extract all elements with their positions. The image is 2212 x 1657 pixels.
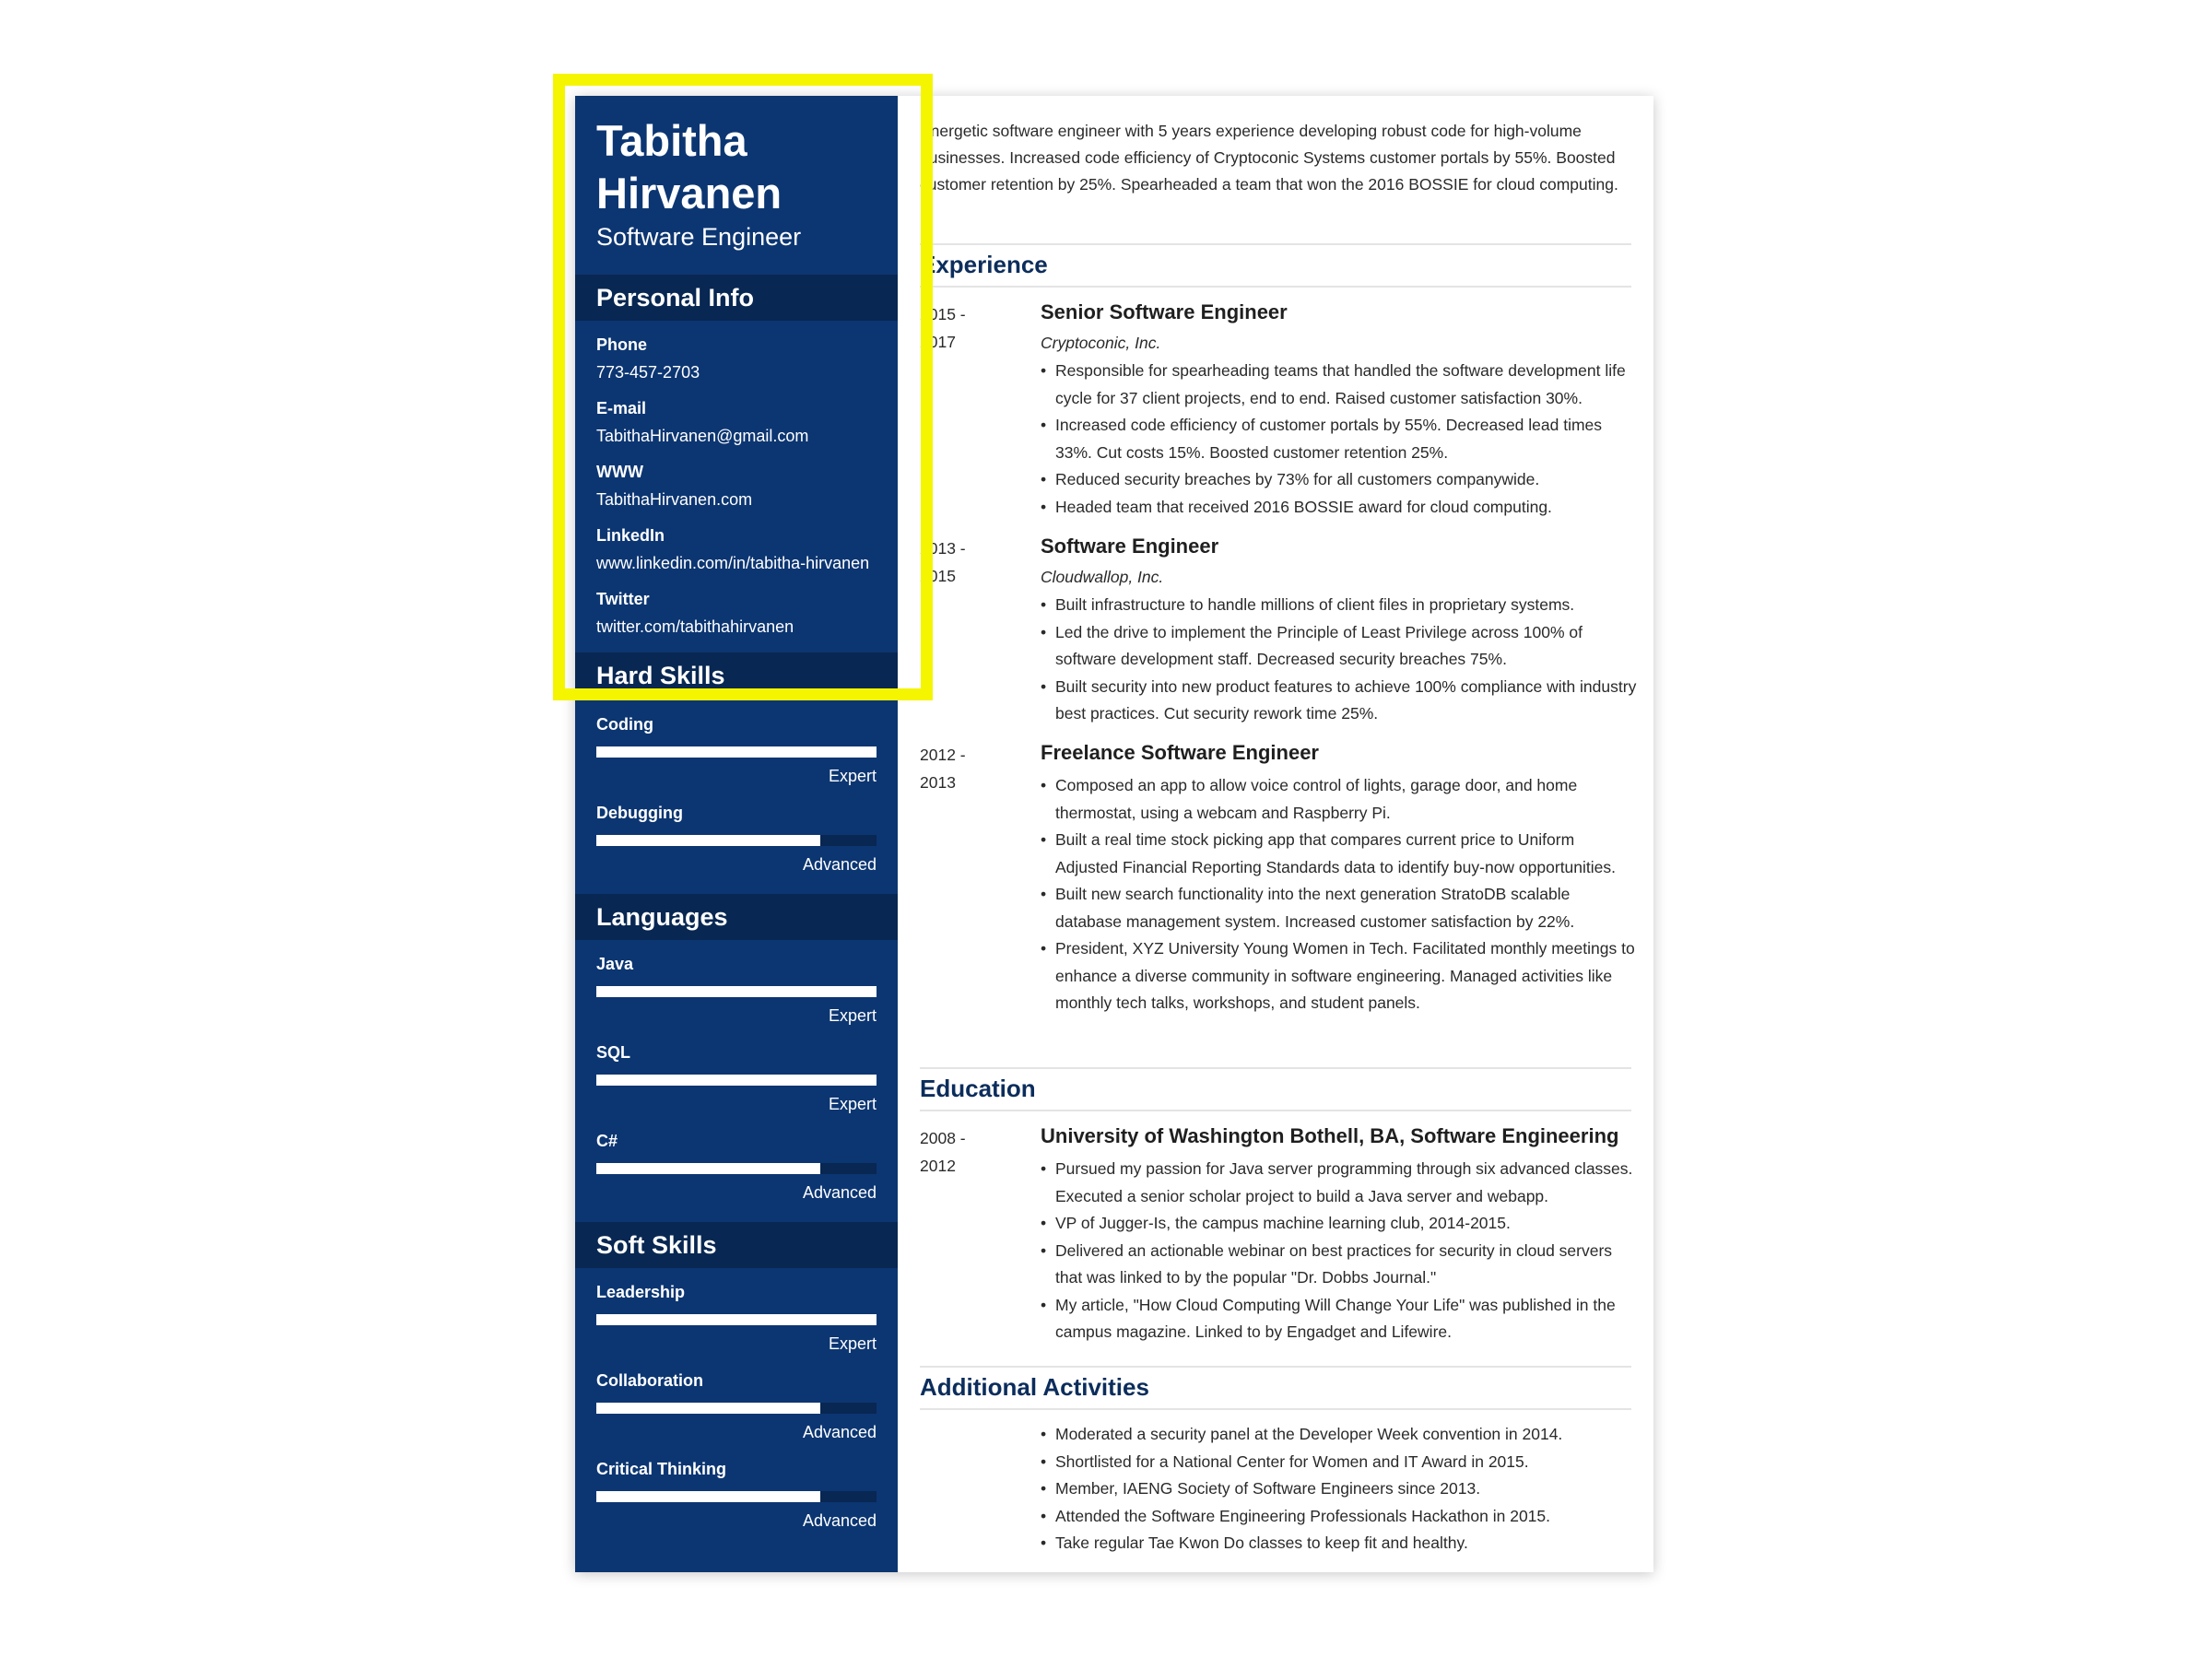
entry-bullets [1041, 1156, 1640, 1346]
candidate-job-title: Software Engineer [596, 223, 802, 251]
personal-info-header [575, 275, 898, 321]
resume-sidebar [575, 96, 898, 1572]
entry-title: Software Engineer [1041, 535, 1219, 558]
soft-skill-bar-fill [596, 1403, 820, 1414]
skill-level: Advanced [802, 855, 877, 874]
bullet-item: • Moderated a security panel at the Developer Week convention in 2014. [1041, 1421, 1640, 1449]
language-level: Expert [828, 1095, 877, 1113]
entry-date: 2013 - 2015 [920, 539, 966, 585]
languages-header [575, 894, 898, 940]
entry-bullets [1041, 592, 1640, 728]
language-bar-fill [596, 986, 877, 997]
language-name: Java [596, 955, 634, 973]
skill-bar [596, 835, 877, 846]
soft-skill-level: Advanced [802, 1511, 877, 1530]
education-section-header [920, 1067, 1631, 1111]
experience-heading: Experience [920, 251, 1048, 278]
skill-bar-fill [596, 835, 820, 846]
language-bar-fill [596, 1075, 877, 1086]
language-name: SQL [596, 1043, 631, 1062]
bullet-item: • Member, IAENG Society of Software Engineers since 2013. [1041, 1475, 1640, 1503]
soft-skill-bar [596, 1403, 877, 1414]
hard-skills-heading: Hard Skills [596, 662, 725, 689]
soft-skill-name: Leadership [596, 1283, 686, 1301]
linkedin-value: www.linkedin.com/in/tabitha-hirvanen [596, 554, 870, 572]
entry-date: 2008 - 2012 [920, 1129, 966, 1175]
bullet-item: • Composed an app to allow voice control of lights, garage door, and home thermostat, using a webcam and Raspberry Pi. [1041, 772, 1640, 827]
phone-value: 773-457-2703 [596, 363, 700, 382]
bullet-item: • Reduced security breaches by 73% for all customers companywide. [1041, 466, 1640, 494]
soft-skills-heading: Soft Skills [596, 1231, 717, 1259]
activities-heading: Additional Activities [920, 1373, 1149, 1401]
soft-skill-level: Expert [828, 1334, 877, 1353]
activities-bullets [1041, 1421, 1640, 1557]
soft-skill-name: Collaboration [596, 1371, 703, 1390]
hard-skills-header [575, 652, 898, 699]
bullet-item: • Take regular Tae Kwon Do classes to keep fit and healthy. [1041, 1530, 1640, 1557]
skill-bar [596, 746, 877, 758]
email-value: TabithaHirvanen@gmail.com [596, 427, 809, 445]
bullet-item: • Headed team that received 2016 BOSSIE award for cloud computing. [1041, 494, 1640, 522]
soft-skill-name: Critical Thinking [596, 1460, 727, 1478]
language-bar [596, 1163, 877, 1174]
bullet-item: • Attended the Software Engineering Professionals Hackathon in 2015. [1041, 1503, 1640, 1531]
bullet-item: • Built new search functionality into the next generation StratoDB scalable database management system. Increased customer satisfaction by 22%. [1041, 881, 1640, 935]
soft-skill-bar-fill [596, 1314, 877, 1325]
education-heading: Education [920, 1075, 1036, 1102]
linkedin-label: LinkedIn [596, 526, 665, 545]
entry-title: University of Washington Bothell, BA, Software Engineering [1041, 1124, 1619, 1147]
entry-date: 2012 - 2013 [920, 746, 966, 792]
bullet-item: • Shortlisted for a National Center for Women and IT Award in 2015. [1041, 1449, 1640, 1476]
bullet-item: • My article, "How Cloud Computing Will Change Your Life" was published in the campus magazine. Linked to by Engadget and Lifewire. [1041, 1292, 1640, 1346]
bullet-item: • Built security into new product features to achieve 100% compliance with industry best practices. Cut security rework time 25%. [1041, 674, 1640, 728]
entry-company: Cloudwallop, Inc. [1041, 568, 1164, 586]
bullet-item: • Pursued my passion for Java server programming through six advanced classes. Executed a senior scholar project to build a Java server and webapp. [1041, 1156, 1640, 1210]
language-bar-fill [596, 1163, 820, 1174]
soft-skills-header [575, 1222, 898, 1268]
website-value: TabithaHirvanen.com [596, 490, 753, 509]
bullet-item: • Led the drive to implement the Principle of Least Privilege across 100% of software development staff. Decreased security breaches 75%. [1041, 619, 1640, 674]
entry-bullets [1041, 358, 1640, 521]
professional-summary: Energetic software engineer with 5 years experience developing robust code for high-volume businesses. Increased code efficiency of Cryptoconic Systems customer portals by 55%. Boosted customer retention by 25%. Spearheaded a team that won the 2016 BOSSIE for cloud computing. [920, 122, 1618, 194]
skill-name: Coding [596, 715, 653, 734]
language-name: C# [596, 1132, 618, 1150]
skill-bar-fill [596, 746, 877, 758]
skill-level: Expert [828, 767, 877, 785]
bullet-item: • Increased code efficiency of customer portals by 55%. Decreased lead times 33%. Cut costs 15%. Boosted customer retention 25%. [1041, 412, 1640, 466]
experience-section-header [920, 243, 1631, 288]
twitter-label: Twitter [596, 590, 650, 608]
entry-title: Senior Software Engineer [1041, 300, 1288, 323]
language-bar [596, 986, 877, 997]
entry-date: 2015 - 2017 [920, 305, 966, 351]
bullet-item: • President, XYZ University Young Women in Tech. Facilitated monthly meetings to enhance a diverse community in software engineering. Managed activities like monthly tech talks, workshops, and student panels. [1041, 935, 1640, 1017]
activities-section-header [920, 1366, 1631, 1410]
language-level: Expert [828, 1006, 877, 1025]
language-bar [596, 1075, 877, 1086]
soft-skill-level: Advanced [802, 1423, 877, 1441]
soft-skill-bar-fill [596, 1491, 820, 1502]
website-label: WWW [596, 463, 643, 481]
bullet-item: • VP of Jugger-Is, the campus machine learning club, 2014-2015. [1041, 1210, 1640, 1238]
bullet-item: • Built a real time stock picking app that compares current price to Uniform Adjusted Financial Reporting Standards data to identify buy-now opportunities. [1041, 827, 1640, 881]
languages-heading: Languages [596, 903, 728, 931]
personal-info-heading: Personal Info [596, 284, 755, 311]
bullet-item: • Delivered an actionable webinar on best practices for security in cloud servers that was linked to by the popular "Dr. Dobbs Journal." [1041, 1238, 1640, 1292]
skill-name: Debugging [596, 804, 683, 822]
entry-title: Freelance Software Engineer [1041, 741, 1319, 764]
resume-page [575, 96, 1653, 1572]
bullet-item: • Built infrastructure to handle millions of client files in proprietary systems. [1041, 592, 1640, 619]
resume-main [898, 96, 1653, 1572]
soft-skill-bar [596, 1491, 877, 1502]
candidate-name: Tabitha Hirvanen [596, 116, 782, 217]
entry-company: Cryptoconic, Inc. [1041, 334, 1161, 352]
bullet-item: • Responsible for spearheading teams that handled the software development life cycle for 37 client projects, end to end. Raised customer satisfaction 30%. [1041, 358, 1640, 412]
soft-skill-bar [596, 1314, 877, 1325]
email-label: E-mail [596, 399, 647, 417]
twitter-value: twitter.com/tabithahirvanen [596, 617, 794, 636]
entry-bullets [1041, 772, 1640, 1017]
phone-label: Phone [596, 335, 648, 354]
language-level: Advanced [802, 1183, 877, 1202]
